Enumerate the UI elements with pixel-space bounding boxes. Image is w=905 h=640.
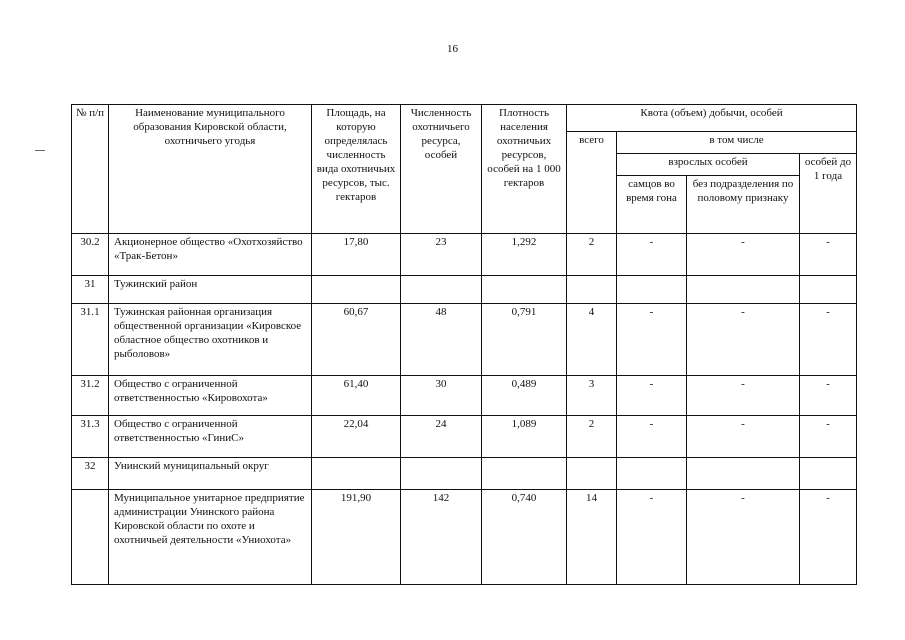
table-body [72, 105, 857, 585]
header-density: Плотность населения охотничьих ресурсов, особей на 1 000 гектаров [482, 105, 567, 234]
cell-young: - [800, 416, 857, 458]
cell-count: 142 [401, 490, 482, 585]
cell-males: - [617, 234, 687, 276]
cell-no-gender [687, 276, 800, 304]
header-quota: Квота (объем) добычи, особей [567, 105, 857, 132]
header-adults: взрослых особей [617, 154, 800, 176]
header-count: Численность охотничьего ресурса, особей [401, 105, 482, 234]
cell-young: - [800, 234, 857, 276]
quota-table [71, 104, 857, 585]
cell-density: 0,740 [482, 490, 567, 585]
cell-total: 14 [567, 490, 617, 585]
cell-total [567, 276, 617, 304]
cell-young [800, 458, 857, 490]
cell-density: 1,089 [482, 416, 567, 458]
header-name: Наименование муниципального образования Кировской области, охотничьего угодья [109, 105, 312, 234]
header-young: особей до 1 года [800, 154, 857, 234]
cell-name: Муниципальное унитарное предприятие администрации Унинского района Кировской области по охоте и охотничьей деятельности «Униохота» [109, 490, 312, 585]
page-number: 16 [447, 43, 458, 55]
header-including: в том числе [617, 132, 857, 154]
cell-area: 61,40 [312, 376, 401, 416]
cell-num: 30.2 [72, 234, 109, 276]
table-row [72, 416, 857, 458]
cell-no-gender: - [687, 304, 800, 376]
cell-name: Унинский муниципальный округ [109, 458, 312, 490]
cell-num: 31.3 [72, 416, 109, 458]
header-no-gender: без подразделения по половому признаку [687, 176, 800, 234]
cell-total: 2 [567, 416, 617, 458]
header-area: Площадь, на которую определялась численность вида охотничьих ресурсов, тыс. гектаров [312, 105, 401, 234]
header-total: всего [567, 132, 617, 234]
cell-name: Тужинская районная организация общественной организации «Кировское областное общество охотников и рыболовов» [109, 304, 312, 376]
cell-num [72, 490, 109, 585]
cell-count: 30 [401, 376, 482, 416]
cell-area: 60,67 [312, 304, 401, 376]
cell-no-gender [687, 458, 800, 490]
cell-density: 1,292 [482, 234, 567, 276]
cell-count: 48 [401, 304, 482, 376]
cell-num: 31.1 [72, 304, 109, 376]
scan-mark [35, 150, 45, 151]
header-males: самцов во время гона [617, 176, 687, 234]
cell-count [401, 276, 482, 304]
cell-young: - [800, 376, 857, 416]
cell-total: 2 [567, 234, 617, 276]
cell-density [482, 276, 567, 304]
cell-no-gender: - [687, 376, 800, 416]
table-row [72, 490, 857, 585]
cell-males [617, 276, 687, 304]
cell-num: 31.2 [72, 376, 109, 416]
cell-males: - [617, 304, 687, 376]
cell-no-gender: - [687, 416, 800, 458]
cell-density [482, 458, 567, 490]
cell-num: 32 [72, 458, 109, 490]
cell-area: 17,80 [312, 234, 401, 276]
table-row [72, 276, 857, 304]
cell-count: 23 [401, 234, 482, 276]
cell-young: - [800, 304, 857, 376]
table-row [72, 304, 857, 376]
cell-area: 191,90 [312, 490, 401, 585]
cell-name: Общество с ограниченной ответственностью «ГиниС» [109, 416, 312, 458]
cell-males [617, 458, 687, 490]
cell-density: 0,791 [482, 304, 567, 376]
cell-count: 24 [401, 416, 482, 458]
cell-name: Тужинский район [109, 276, 312, 304]
cell-males: - [617, 376, 687, 416]
cell-total: 3 [567, 376, 617, 416]
cell-name: Акционерное общество «Охотхозяйство «Трак-Бетон» [109, 234, 312, 276]
cell-name: Общество с ограниченной ответственностью «Кировохота» [109, 376, 312, 416]
cell-males: - [617, 490, 687, 585]
cell-young: - [800, 490, 857, 585]
cell-total: 4 [567, 304, 617, 376]
cell-num: 31 [72, 276, 109, 304]
table-row [72, 234, 857, 276]
cell-count [401, 458, 482, 490]
cell-density: 0,489 [482, 376, 567, 416]
cell-area [312, 276, 401, 304]
cell-no-gender: - [687, 234, 800, 276]
table-row [72, 458, 857, 490]
cell-no-gender: - [687, 490, 800, 585]
cell-males: - [617, 416, 687, 458]
cell-young [800, 276, 857, 304]
cell-area: 22,04 [312, 416, 401, 458]
cell-area [312, 458, 401, 490]
header-num: № п/п [72, 105, 109, 234]
table-row [72, 376, 857, 416]
header-row-1 [72, 105, 857, 132]
cell-total [567, 458, 617, 490]
